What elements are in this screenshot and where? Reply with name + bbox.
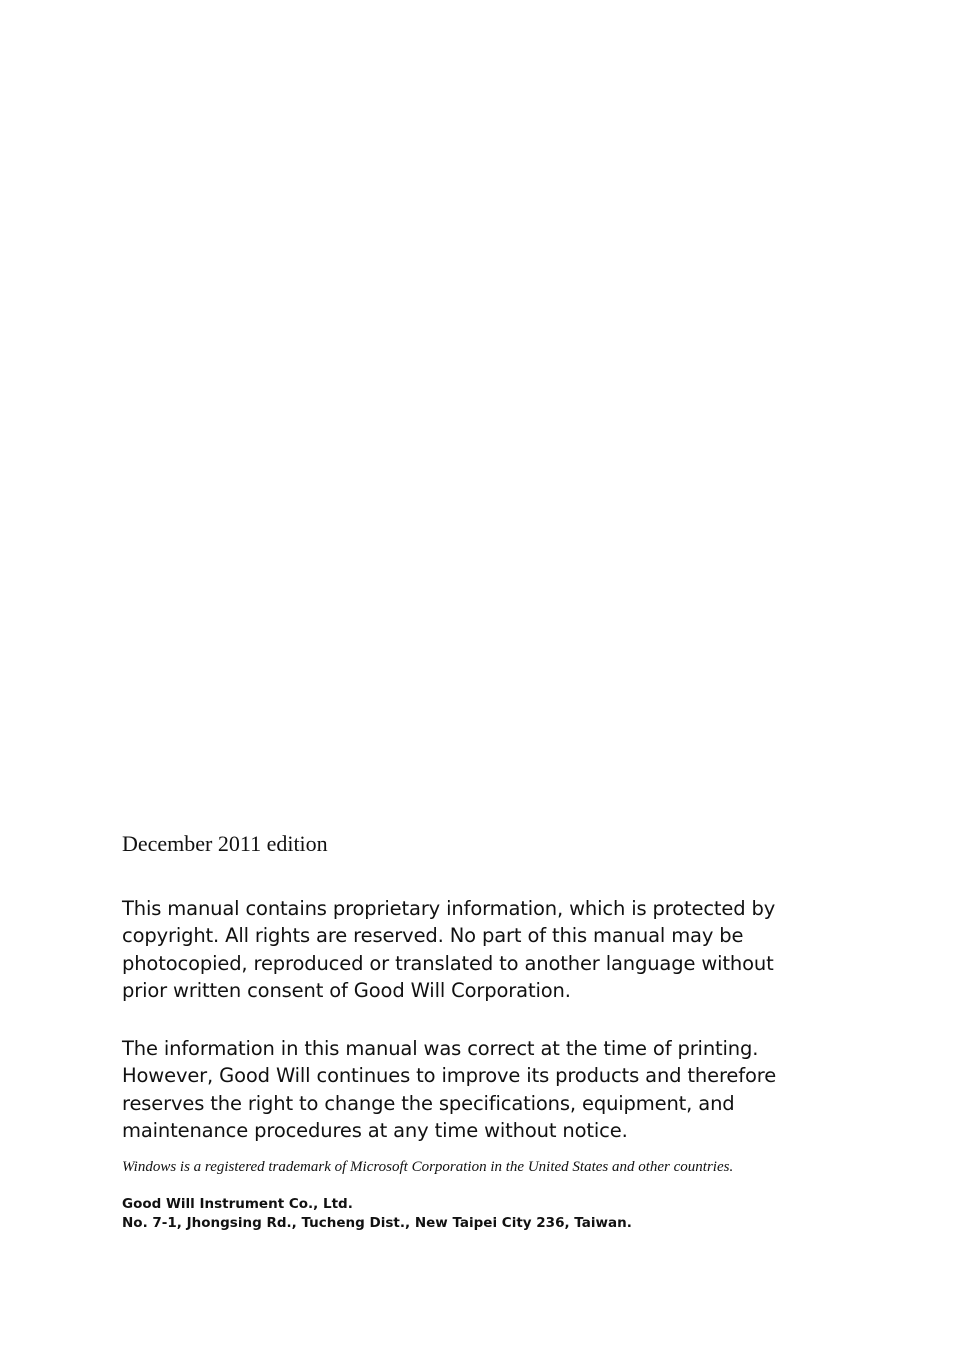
edition-label: December 2011 edition bbox=[122, 831, 328, 856]
copyright-line: prior written consent of Good Will Corporation. bbox=[122, 978, 571, 1002]
copyright-line: copyright. All rights are reserved. No part of this manual may be bbox=[122, 924, 744, 948]
information-line: reserves the right to change the specifications, equipment, and bbox=[122, 1091, 735, 1115]
company-name: Good Will Instrument Co., Ltd. bbox=[122, 1196, 353, 1213]
information-line: maintenance procedures at any time without notice. bbox=[122, 1119, 628, 1143]
information-notice bbox=[122, 1035, 822, 1144]
trademark-notice: Windows is a registered trademark of Microsoft Corporation in the United States and other countries. bbox=[122, 1159, 734, 1176]
copyright-line: photocopied, reproduced or translated to another language without bbox=[122, 951, 774, 975]
information-line: The information in this manual was correct at the time of printing. bbox=[122, 1037, 759, 1061]
company-address: No. 7-1, Jhongsing Rd., Tucheng Dist., New Taipei City 236, Taiwan. bbox=[122, 1215, 632, 1232]
copyright-line: This manual contains proprietary information, which is protected by bbox=[122, 897, 776, 920]
information-line: However, Good Will continues to improve its products and therefore bbox=[122, 1064, 777, 1088]
imprint-block bbox=[122, 830, 822, 1233]
copyright-notice bbox=[122, 895, 822, 1004]
